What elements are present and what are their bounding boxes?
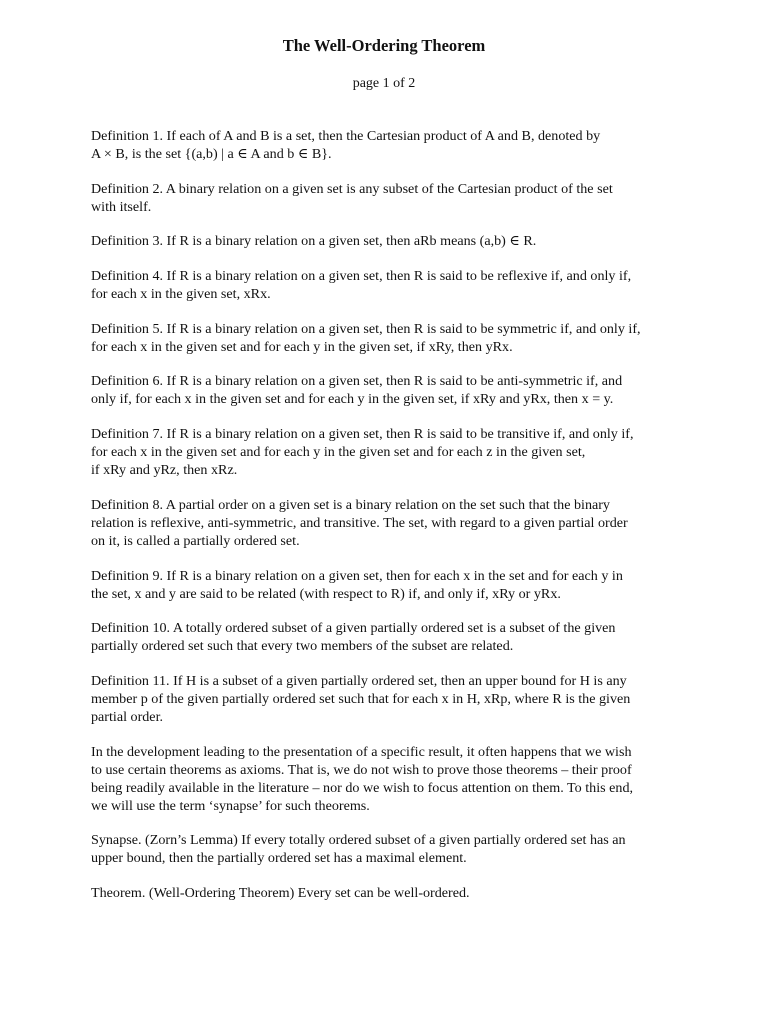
paragraph-line: A × B, is the set {(a,b) | a ∈ A and b ∈ B}. <box>91 146 332 162</box>
paragraph <box>91 372 691 408</box>
paragraph-line: partial order. <box>91 708 164 725</box>
paragraph-line: for each x in the given set and for each y in the given set, if xRy, then yRx. <box>91 338 513 355</box>
paragraph-line: if xRy and yRz, then xRz. <box>91 462 238 479</box>
page-title: The Well-Ordering Theorem <box>282 36 486 55</box>
document-body <box>91 127 691 919</box>
paragraph-line: Definition 6. If R is a binary relation on a given set, then R is said to be anti-symmetric if, and <box>91 373 623 390</box>
paragraph-line: Definition 5. If R is a binary relation on a given set, then R is said to be symmetric if, and only if, <box>91 320 641 337</box>
paragraph-line: Definition 4. If R is a binary relation on a given set, then R is said to be reflexive if, and only if, <box>91 268 632 285</box>
paragraph-line: partially ordered set such that every two members of the subset are related. <box>91 638 514 655</box>
paragraph-line: being readily available in the literature – nor do we wish to focus attention on them. To this end, <box>91 779 634 796</box>
paragraph-line: for each x in the given set and for each y in the given set and for each z in the given set, <box>91 444 586 461</box>
paragraph <box>91 425 691 479</box>
paragraph <box>91 672 691 726</box>
paragraph-line: member p of the given partially ordered set such that for each x in H, xRp, where R is the given <box>91 690 631 707</box>
paragraph-line: Definition 11. If H is a subset of a given partially ordered set, then an upper bound for H is any <box>91 672 627 689</box>
paragraph <box>91 127 691 163</box>
paragraph-line: Definition 3. If R is a binary relation on a given set, then aRb means (a,b) ∈ R. <box>91 233 537 250</box>
paragraph <box>91 320 691 356</box>
paragraph-line: on it, is called a partially ordered set. <box>91 532 300 549</box>
page-number: page 1 of 2 <box>352 76 416 91</box>
paragraph-line: the set, x and y are said to be related (with respect to R) if, and only if, xRy or yRx. <box>91 585 561 602</box>
paragraph-line: Theorem. (Well-Ordering Theorem) Every set can be well-ordered. <box>91 884 470 901</box>
paragraph <box>91 496 691 550</box>
paragraph <box>91 180 691 216</box>
paragraph-line: Synapse. (Zorn’s Lemma) If every totally ordered subset of a given partially ordered set has an <box>91 832 626 849</box>
paragraph <box>91 884 691 902</box>
paragraph-line: Definition 10. A totally ordered subset of a given partially ordered set is a subset of the given <box>91 620 616 637</box>
paragraph <box>91 619 691 655</box>
paragraph-line: only if, for each x in the given set and for each y in the given set, if xRy and yRx, then x = y. <box>91 391 614 408</box>
paragraph-line: with itself. <box>91 198 152 215</box>
paragraph-line: Definition 7. If R is a binary relation on a given set, then R is said to be transitive if, and only if, <box>91 426 634 443</box>
paragraph-line: for each x in the given set, xRx. <box>91 286 271 303</box>
paragraph <box>91 267 691 303</box>
paragraph <box>91 831 691 867</box>
paragraph-line: Definition 9. If R is a binary relation on a given set, then for each x in the set and for each y in <box>91 567 623 584</box>
paragraph <box>91 567 691 603</box>
paragraph <box>91 743 691 815</box>
paragraph-line: Definition 8. A partial order on a given set is a binary relation on the set such that the binary <box>91 496 610 513</box>
paragraph-line: relation is reflexive, anti-symmetric, and transitive. The set, with regard to a given partial order <box>91 514 628 531</box>
paragraph-line: In the development leading to the presentation of a specific result, it often happens that we wish <box>91 743 632 760</box>
paragraph-line: upper bound, then the partially ordered set has a maximal element. <box>91 850 467 867</box>
paragraph-line: Definition 2. A binary relation on a given set is any subset of the Cartesian product of the set <box>91 180 613 197</box>
paragraph-line: we will use the term ‘synapse’ for such theorems. <box>91 797 370 814</box>
paragraph <box>91 232 691 250</box>
paragraph-line: Definition 1. If each of A and B is a set, then the Cartesian product of A and B, denoted by <box>91 128 601 144</box>
paragraph-line: to use certain theorems as axioms. That is, we do not wish to prove those theorems – their proof <box>91 761 632 778</box>
